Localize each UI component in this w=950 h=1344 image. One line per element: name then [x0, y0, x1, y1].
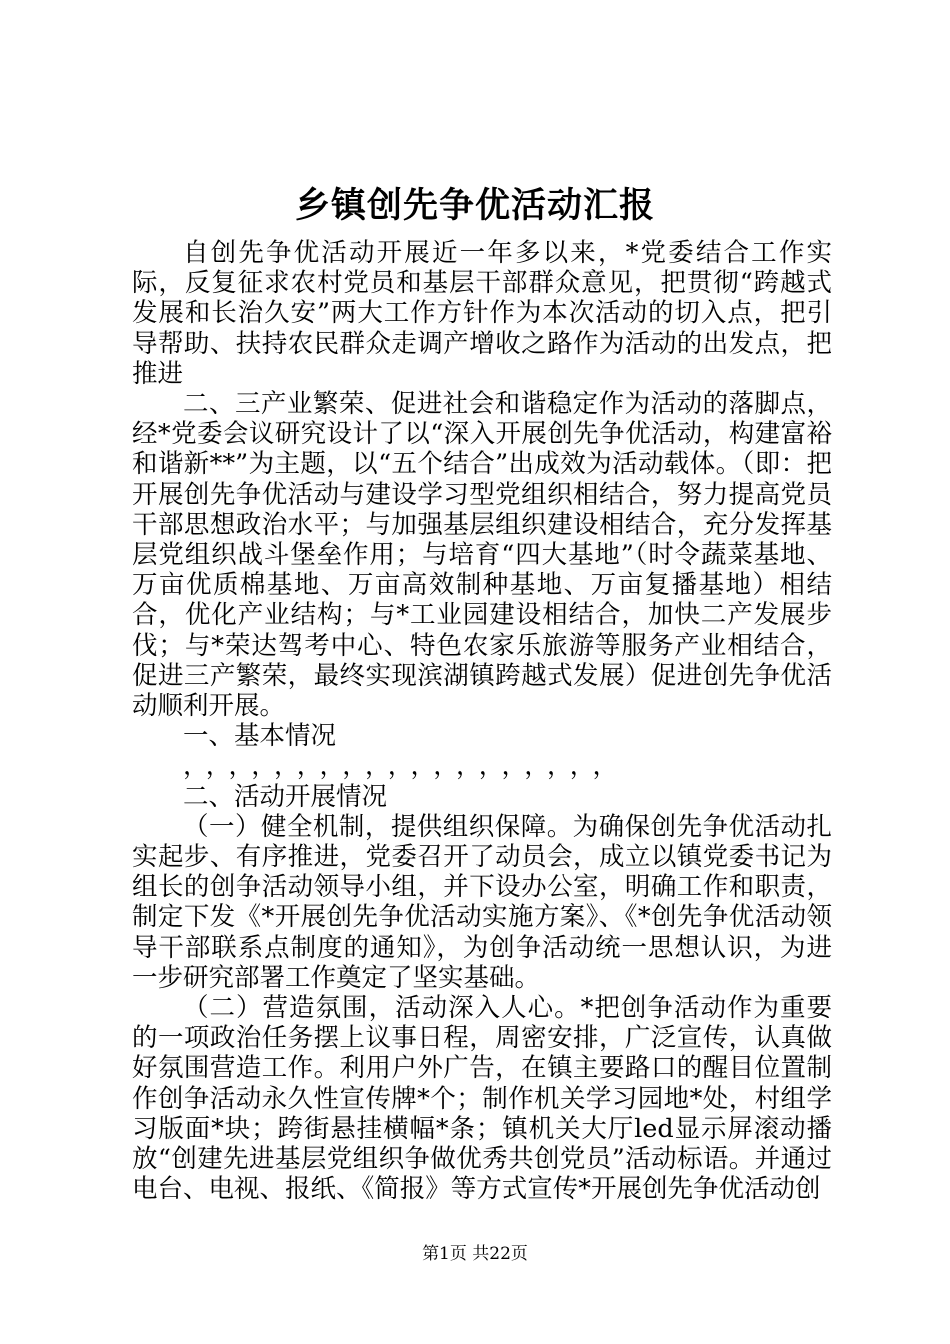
section-heading-activities: 二、活动开展情况	[183, 781, 388, 812]
document-body	[132, 238, 832, 1205]
paragraph-activity-carrier: 二、三产业繁荣、促进社会和谐稳定作为活动的落脚点，经*党委会议研究设计了以“深入开展创先争优活动，构建富裕和谐新**”为主题，以“五个结合”出成效为活动载体。（即：把开展创先争优活动与建设学习型党组织相结合，努力提高党员干部思想政治水平；与加强基层组织建设相结合，充分发挥基层党组织战斗堡垒作用；与培育“四大基地”（时令蔬菜基地、万亩优质棉基地、万亩高效制种基地、万亩复播基地）相结合，优化产业结构；与*工业园建设相结合，加快二产发展步伐；与*荣达驾考中心、特色农家乐旅游等服务产业相结合，促进三产繁荣，最终实现滨湖镇跨越式发展）促进创先争优活动顺利开展。	[132, 389, 832, 722]
document-title: 乡镇创先争优活动汇报	[294, 186, 655, 226]
paragraph-intro: 自创先争优活动开展近一年多以来，*党委结合工作实际，反复征求农村党员和基层干部群众意见，把贯彻“跨越式发展和长治久安”两大工作方针作为本次活动的切入点，把引导帮助、扶持农民群众走调产增收之路作为活动的出发点，把推进	[132, 238, 832, 389]
paragraph-mechanism: （一）健全机制，提供组织保障。为确保创先争优活动扎实起步、有序推进，党委召开了动员会，成立以镇党委书记为组长的创争活动领导小组，并下设办公室，明确工作和职责，制定下发《*开展创先争优活动实施方案》、《*创先争优活动领导干部联系点制度的通知》，为创争活动统一思想认识，为进一步研究部署工作奠定了坚实基础。	[132, 811, 832, 993]
section-heading-basic-situation: 一、基本情况	[183, 721, 337, 752]
placeholder-commas: ，，，，，，，，，，，，，，，，，，，	[183, 751, 629, 782]
page-number-footer: 第1页 共22页	[422, 1244, 528, 1264]
paragraph-atmosphere: （二）营造氛围，活动深入人心。*把创争活动作为重要的一项政治任务摆上议事日程，周密安排，广泛宣传，认真做好氛围营造工作。利用户外广告，在镇主要路口的醒目位置制作创争活动永久性宣传牌*个；制作机关学习园地*处，村组学习版面*块；跨街悬挂横幅*条；镇机关大厅led显示屏滚动播放“创建先进基层党组织争做优秀共创党员”活动标语。并通过电台、电视、报纸、《简报》等方式宣传*开展创先争优活动创	[132, 993, 832, 1205]
